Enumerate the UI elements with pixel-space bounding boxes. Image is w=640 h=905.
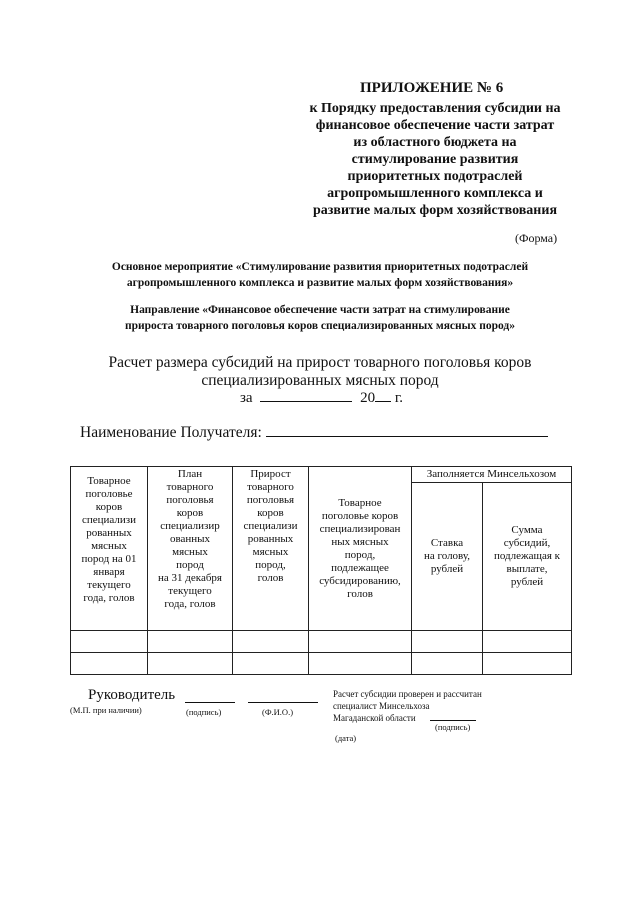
appendix-title: ПРИЛОЖЕНИЕ № 6	[360, 80, 504, 96]
table-cell[interactable]	[148, 653, 233, 675]
appendix-line: из областного бюджета на	[353, 135, 517, 150]
header-ministry: Заполняется Минсельхозом	[412, 467, 572, 483]
period-blank[interactable]	[260, 387, 352, 402]
document-title-line: Расчет размера субсидий на прирост товарного поголовья коров	[108, 354, 532, 371]
seal-caption: (М.П. при наличии)	[70, 705, 142, 715]
table-cell[interactable]	[71, 631, 148, 653]
main-measure	[70, 259, 570, 291]
header-subsidized-herd: Товарное поголовье коров специализирован ных мясных пород, подлежащее субсидированию, голов	[309, 467, 412, 631]
verification-line: Магаданской области	[333, 713, 416, 723]
period-suffix: г.	[394, 390, 404, 406]
direction-line: Направление «Финансовое обеспечение части затрат на стимулирование	[130, 304, 510, 316]
table-cell[interactable]	[309, 631, 412, 653]
date-caption: (дата)	[335, 733, 357, 743]
appendix-line: стимулирование развития	[351, 152, 519, 167]
verification-block	[333, 688, 533, 724]
table-cell[interactable]	[233, 653, 309, 675]
verification-line: Расчет субсидии проверен и рассчитан	[333, 689, 482, 699]
recipient-row	[80, 420, 548, 442]
table-row	[71, 653, 572, 675]
main-measure-line: Основное мероприятие «Стимулирование развития приоритетных подотраслей	[111, 261, 529, 273]
recipient-field[interactable]	[266, 420, 548, 437]
year-blank[interactable]	[375, 387, 391, 402]
manager-signature-line[interactable]	[185, 702, 235, 703]
header-herd-growth: Прирост товарного поголовья коров специализи рованных мясных пород, голов	[233, 467, 309, 631]
specialist-signature-caption: (подпись)	[435, 722, 471, 732]
header-plan-herd: План товарного поголовья коров специализир ованных мясных пород на 31 декабря текущего года, голов	[148, 467, 233, 631]
document-title-line: специализированных мясных пород	[201, 372, 439, 389]
specialist-signature-line[interactable]	[430, 720, 476, 721]
appendix-line: финансовое обеспечение части затрат	[315, 118, 555, 133]
calculation-table	[70, 466, 572, 675]
table-cell[interactable]	[483, 653, 572, 675]
table-cell[interactable]	[148, 631, 233, 653]
header-subsidy-amount: Сумма субсидий, подлежащая к выплате, рублей	[483, 483, 572, 631]
header-current-herd: Товарное поголовье коров специализи рованных мясных пород на 01 января текущего года, голов	[71, 467, 148, 631]
appendix-line: агропромышленного комплекса и	[327, 186, 543, 201]
appendix-line: к Порядку предоставления субсидии на	[309, 101, 561, 116]
direction	[70, 302, 570, 334]
recipient-label: Наименование Получателя:	[80, 424, 262, 441]
signature-caption: (подпись)	[186, 707, 222, 717]
appendix-line: приоритетных подотраслей	[347, 169, 523, 184]
document-title	[70, 354, 570, 390]
table-cell[interactable]	[412, 653, 483, 675]
manager-name-line[interactable]	[248, 702, 318, 703]
verification-line: специалист Минсельхоза	[333, 701, 430, 711]
period-line	[240, 387, 403, 407]
period-prefix: за	[240, 390, 253, 406]
table-cell[interactable]	[483, 631, 572, 653]
main-measure-line: агропромышленного комплекса и развитие малых форм хозяйствования»	[126, 277, 514, 289]
appendix-subtitle	[290, 100, 580, 219]
manager-label: Руководитель	[88, 687, 176, 703]
header-rate: Ставка на голову, рублей	[412, 483, 483, 631]
table-cell[interactable]	[71, 653, 148, 675]
form-label: (Форма)	[515, 231, 558, 245]
name-caption: (Ф.И.О.)	[262, 707, 294, 717]
table-cell[interactable]	[412, 631, 483, 653]
period-year: 20	[360, 390, 376, 406]
direction-line: прироста товарного поголовья коров специализированных мясных пород»	[124, 320, 516, 332]
table-cell[interactable]	[309, 653, 412, 675]
table-row	[71, 631, 572, 653]
appendix-line: развитие малых форм хозяйствования	[312, 203, 558, 218]
table-cell[interactable]	[233, 631, 309, 653]
